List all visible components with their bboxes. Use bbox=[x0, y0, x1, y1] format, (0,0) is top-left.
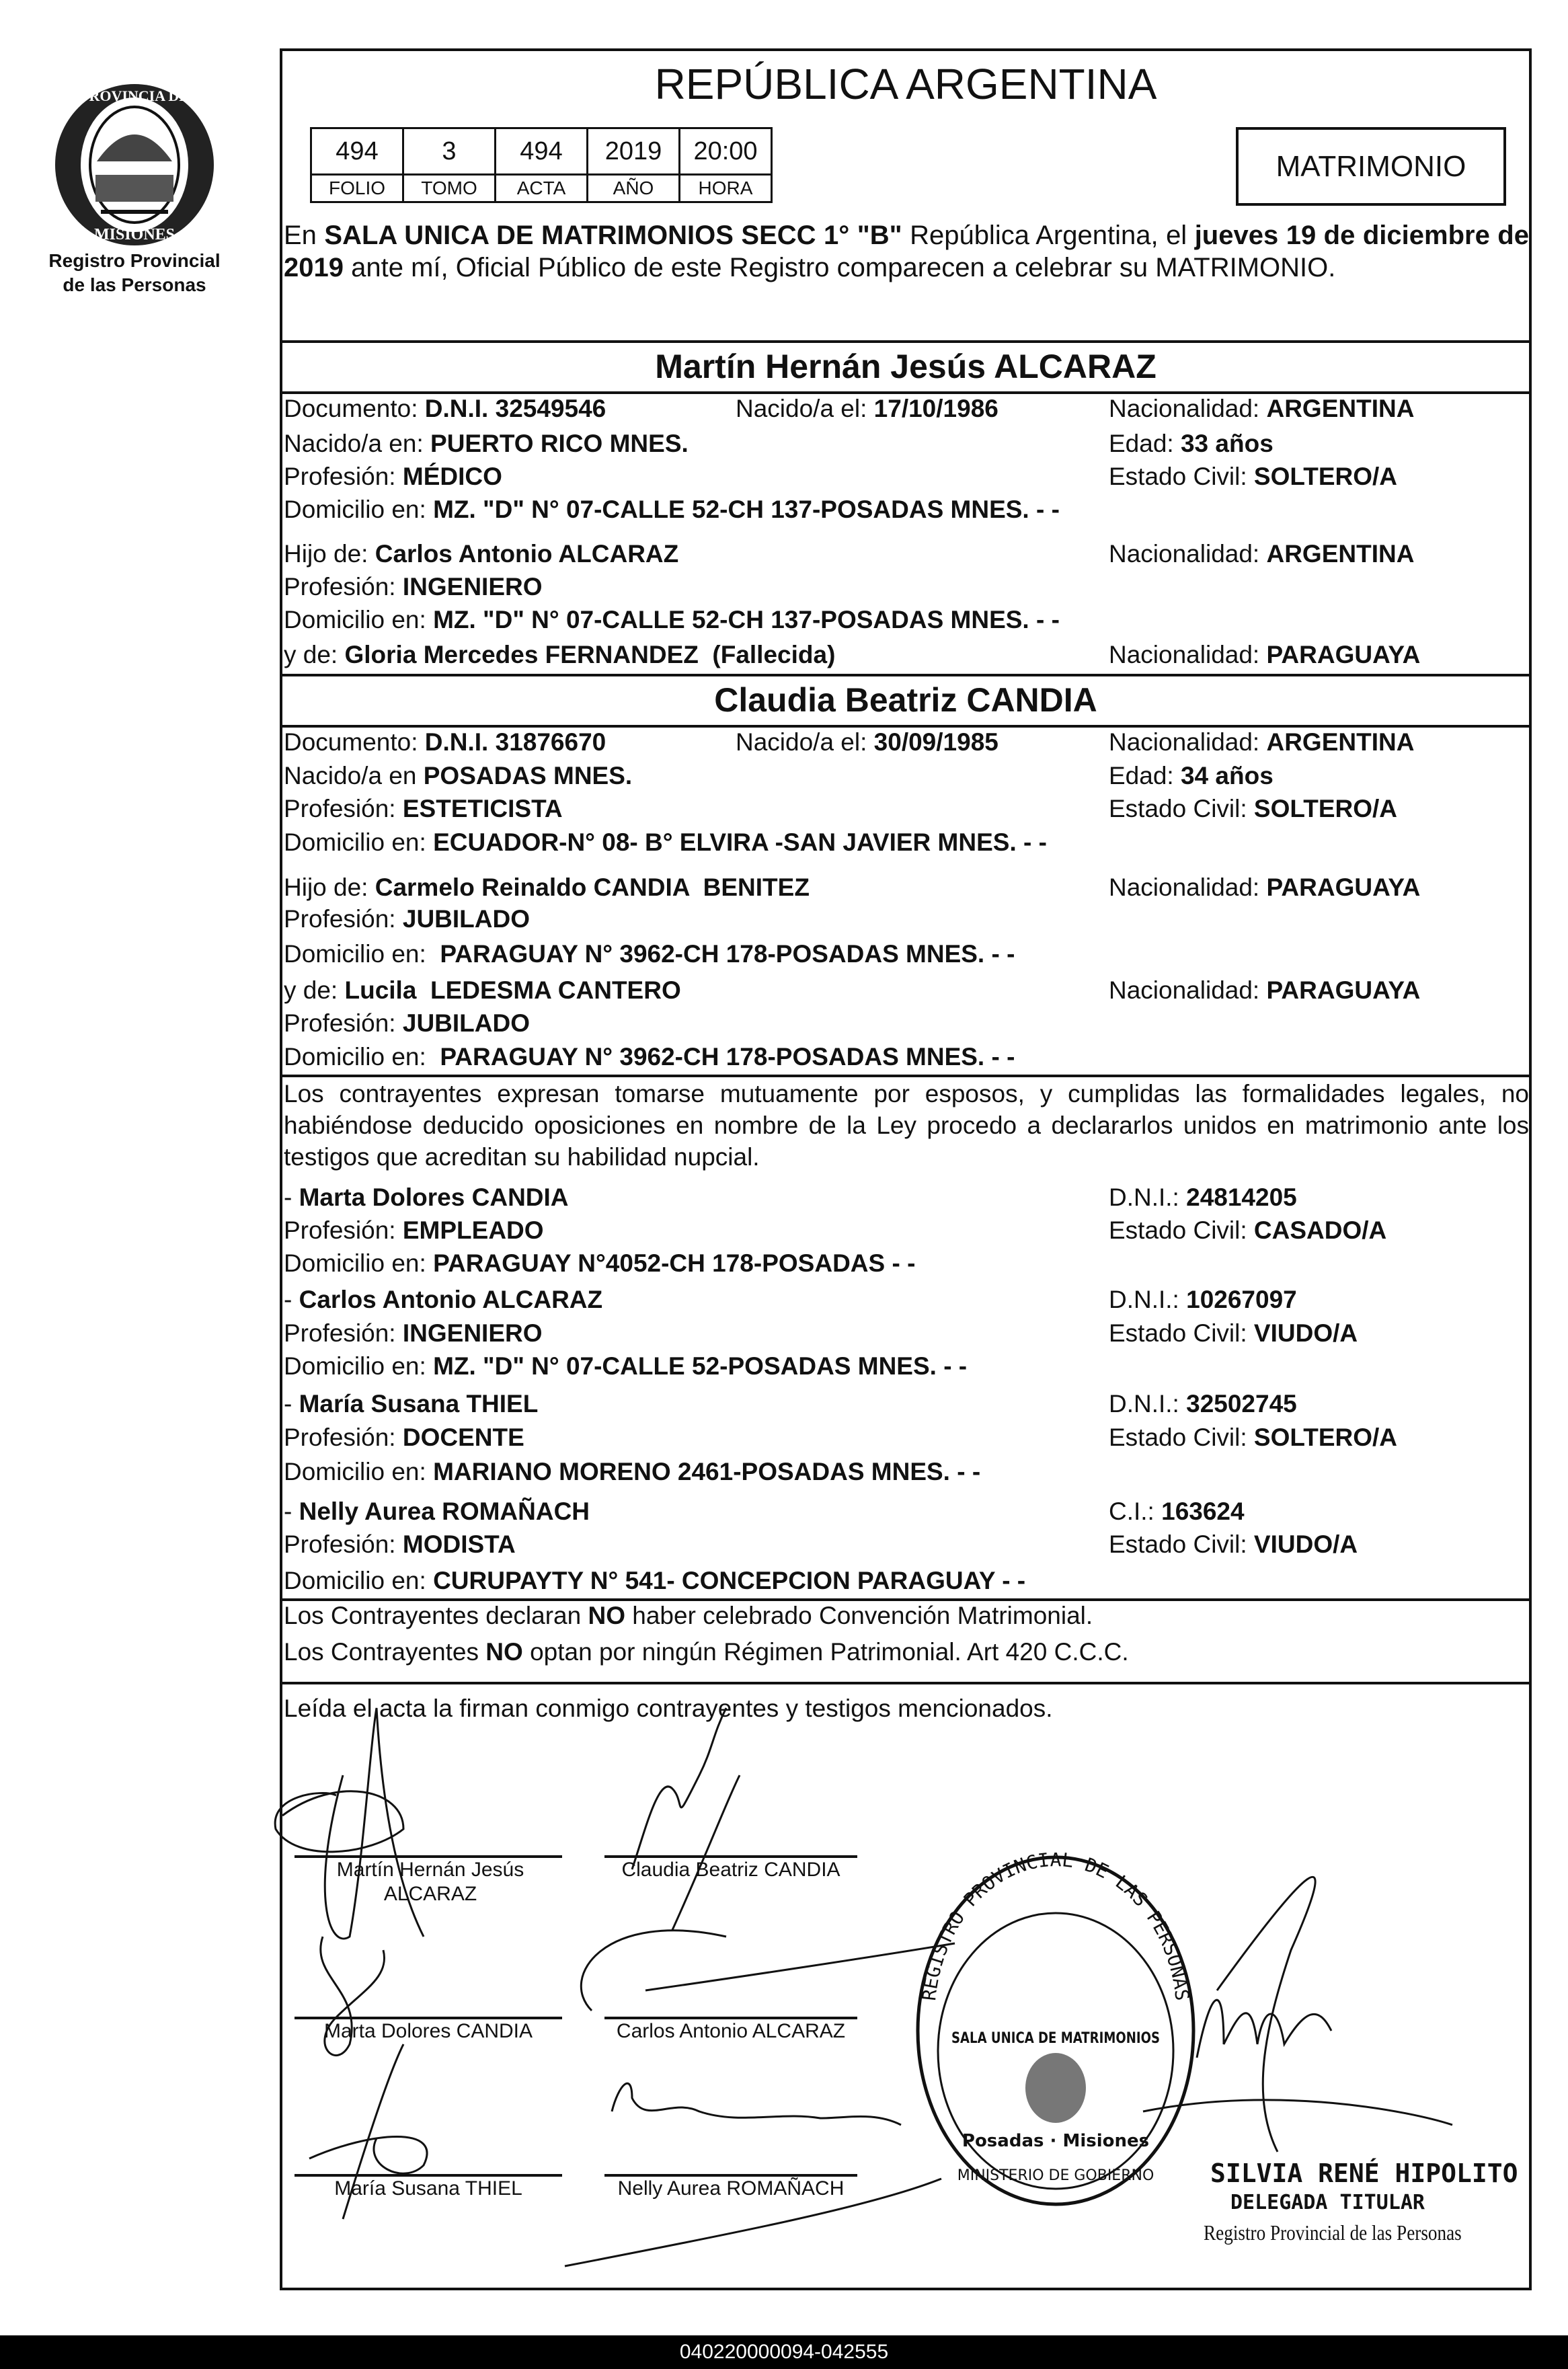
field-value: MZ. "D" N° 07-CALLE 52-CH 137-POSADAS MNES. - - bbox=[433, 606, 1060, 633]
act-type-box: MATRIMONIO bbox=[1236, 127, 1506, 206]
field-label: Profesión: bbox=[284, 573, 403, 600]
witnesses-field bbox=[284, 1351, 967, 1382]
field-value: PARAGUAY N°4052-CH 178-POSADAS - - bbox=[433, 1249, 916, 1277]
field-label: Estado Civil: bbox=[1109, 1424, 1254, 1451]
field-label: Edad: bbox=[1109, 430, 1181, 457]
signature-caption-groom: Martín Hernán Jesús ALCARAZ bbox=[336, 1859, 524, 1905]
field-label: Nacionalidad: bbox=[1109, 540, 1267, 568]
witnesses-field bbox=[284, 1215, 544, 1246]
field-value: INGENIERO bbox=[402, 1319, 543, 1347]
field-value: PARAGUAY N° 3962-CH 178-POSADAS MNES. - - bbox=[440, 1043, 1015, 1071]
field-label: Nacionalidad: bbox=[1109, 976, 1267, 1004]
field-label: Profesión: bbox=[284, 1216, 403, 1244]
field-value: VIUDO/A bbox=[1253, 1319, 1358, 1347]
signature-caption-witness1: Marta Dolores CANDIA bbox=[323, 2020, 533, 2042]
field-label: Documento: bbox=[284, 728, 425, 756]
bride-field bbox=[1109, 975, 1420, 1006]
field-value: 33 años bbox=[1180, 430, 1273, 457]
bride-field bbox=[1109, 793, 1397, 824]
groom-field bbox=[284, 539, 678, 570]
bride-field bbox=[1109, 761, 1273, 791]
field-label: Domicilio en: bbox=[284, 828, 434, 856]
divider bbox=[280, 1682, 1532, 1684]
field-value: MÉDICO bbox=[402, 463, 502, 490]
groom-field bbox=[284, 494, 1060, 525]
field-label: Los Contrayentes declaran bbox=[284, 1602, 588, 1629]
field-value: ARGENTINA bbox=[1266, 395, 1415, 422]
field-label: Nacido/a el: bbox=[736, 728, 874, 756]
field-label: Domicilio en: bbox=[284, 606, 434, 633]
field-value: CURUPAYTY N° 541- CONCEPCION PARAGUAY - - bbox=[433, 1567, 1026, 1594]
witnesses-field bbox=[1109, 1318, 1358, 1349]
field-value: SOLTERO/A bbox=[1253, 1424, 1398, 1451]
field-value: Nelly Aurea ROMAÑACH bbox=[299, 1498, 590, 1525]
field-value: PARAGUAYA bbox=[1266, 976, 1421, 1004]
field-label: D.N.I.: bbox=[1109, 1286, 1187, 1313]
bride-field bbox=[284, 1008, 530, 1039]
registry-key-hora: HORA bbox=[680, 175, 772, 202]
bride-field bbox=[284, 904, 530, 935]
field-value: PARAGUAYA bbox=[1266, 873, 1421, 901]
field-label: Nacionalidad: bbox=[1109, 395, 1267, 422]
field-label: Hijo de: bbox=[284, 540, 375, 568]
field-label: Profesión: bbox=[284, 1530, 403, 1558]
field-label: Nacido/a en: bbox=[284, 430, 431, 457]
field-label: y de: bbox=[284, 976, 345, 1004]
field-value: CASADO/A bbox=[1253, 1216, 1387, 1244]
witnesses-field bbox=[284, 1389, 538, 1420]
registry-key-tomo: TOMO bbox=[403, 175, 496, 202]
registry-value-folio: 494 bbox=[311, 128, 403, 175]
field-label: Domicilio en: bbox=[284, 940, 440, 968]
bride-field bbox=[284, 872, 810, 903]
field-label: Profesión: bbox=[284, 1424, 403, 1451]
field-value: 163624 bbox=[1161, 1498, 1245, 1525]
groom-field bbox=[284, 393, 606, 424]
field-value: MZ. "D" N° 07-CALLE 52-POSADAS MNES. - - bbox=[433, 1352, 968, 1380]
signature-caption-bride: Claudia Beatriz CANDIA bbox=[621, 1859, 840, 1881]
witnesses-field bbox=[1109, 1284, 1297, 1315]
field-label: Domicilio en: bbox=[284, 1043, 440, 1071]
field-value: MARIANO MORENO 2461-POSADAS MNES. - - bbox=[433, 1458, 981, 1485]
witnesses-field bbox=[284, 1565, 1025, 1596]
bride-field bbox=[284, 793, 563, 824]
field-label: Profesión: bbox=[284, 463, 403, 490]
stamp-inner-text: SALA UNICA DE MATRIMONIOS bbox=[951, 2030, 1160, 2047]
field-label: - bbox=[284, 1390, 299, 1417]
field-value: 24814205 bbox=[1186, 1183, 1297, 1211]
field-label: - bbox=[284, 1183, 299, 1211]
field-value: SOLTERO/A bbox=[1253, 463, 1398, 490]
regime-field bbox=[284, 1600, 1093, 1631]
intro-paragraph bbox=[284, 219, 1529, 284]
field-value: MODISTA bbox=[402, 1530, 516, 1558]
divider bbox=[280, 340, 1532, 343]
signature-caption-witness2: Carlos Antonio ALCARAZ bbox=[616, 2020, 846, 2042]
groom-field bbox=[284, 461, 502, 492]
bride-field bbox=[736, 727, 998, 758]
field-label: Edad: bbox=[1109, 762, 1181, 789]
field-value: 17/10/1986 bbox=[873, 395, 998, 422]
witnesses-field bbox=[1109, 1496, 1245, 1527]
field-value: Marta Dolores CANDIA bbox=[299, 1183, 569, 1211]
field-value: DOCENTE bbox=[402, 1424, 524, 1451]
groom-field bbox=[284, 428, 689, 459]
field-value: EMPLEADO bbox=[402, 1216, 544, 1244]
stamp-ministry-text: MINISTERIO DE GOBIERNO bbox=[957, 2167, 1154, 2184]
intro-segment: jueves 19 de diciembre de 2019 bbox=[284, 221, 1529, 282]
witnesses-field bbox=[284, 1248, 915, 1279]
official-name: SILVIA RENÉ HIPOLITO bbox=[1210, 2159, 1518, 2188]
groom-field bbox=[1109, 461, 1397, 492]
field-value: INGENIERO bbox=[402, 573, 543, 600]
field-value: PUERTO RICO MNES. bbox=[430, 430, 689, 457]
field-value: 34 años bbox=[1180, 762, 1273, 789]
field-label: Profesión: bbox=[284, 1319, 403, 1347]
field-label: Domicilio en: bbox=[284, 1458, 434, 1485]
groom-field bbox=[284, 639, 835, 670]
field-label: Documento: bbox=[284, 395, 425, 422]
groom-name: Martín Hernán Jesús ALCARAZ bbox=[655, 348, 1157, 385]
field-label: Hijo de: bbox=[284, 873, 375, 901]
registry-value-año: 2019 bbox=[588, 128, 680, 175]
field-label: Domicilio en: bbox=[284, 1352, 434, 1380]
closing-statement: Leída el acta la firman conmigo contrayentes y testigos mencionados. bbox=[284, 1695, 1053, 1722]
intro-segment: SALA UNICA DE MATRIMONIOS SECC 1° "B" bbox=[324, 221, 902, 250]
document-code-bar: 040220000094-042555 bbox=[0, 2335, 1568, 2369]
registry-key-acta: ACTA bbox=[496, 175, 588, 202]
field-value: PARAGUAYA bbox=[1266, 641, 1421, 668]
country-title: REPÚBLICA ARGENTINA bbox=[654, 60, 1157, 108]
field-value: 32502745 bbox=[1186, 1390, 1297, 1417]
divider bbox=[280, 1075, 1532, 1077]
field-label: Domicilio en: bbox=[284, 496, 434, 523]
bride-field bbox=[284, 827, 1047, 858]
field-label: Estado Civil: bbox=[1109, 1530, 1254, 1558]
field-value: ARGENTINA bbox=[1266, 540, 1415, 568]
witnesses-field bbox=[1109, 1182, 1297, 1213]
field-value: NO bbox=[485, 1638, 523, 1666]
official-office: Registro Provincial de las Personas bbox=[1204, 2220, 1462, 2245]
field-rest: haber celebrado Convención Matrimonial. bbox=[625, 1602, 1093, 1629]
registry-value-acta: 494 bbox=[496, 128, 588, 175]
groom-field bbox=[284, 605, 1060, 635]
bride-field bbox=[284, 761, 632, 791]
field-value: D.N.I. 31876670 bbox=[424, 728, 606, 756]
field-label: C.I.: bbox=[1109, 1498, 1162, 1525]
witnesses-field bbox=[1109, 1529, 1358, 1560]
field-value: PARAGUAY N° 3962-CH 178-POSADAS MNES. - - bbox=[440, 940, 1015, 968]
field-label: y de: bbox=[284, 641, 345, 668]
signature-caption-witness3: María Susana THIEL bbox=[334, 2177, 522, 2200]
field-label: Estado Civil: bbox=[1109, 795, 1254, 822]
field-label: Domicilio en: bbox=[284, 1567, 434, 1594]
bride-field bbox=[284, 939, 1015, 970]
field-label: Nacido/a en bbox=[284, 762, 424, 789]
field-value: D.N.I. 32549546 bbox=[424, 395, 606, 422]
registry-value-tomo: 3 bbox=[403, 128, 496, 175]
field-value: Carlos Antonio ALCARAZ bbox=[375, 540, 679, 568]
field-label: Profesión: bbox=[284, 1009, 403, 1037]
stamp-city-text: Posadas · Misiones bbox=[962, 2131, 1150, 2151]
field-value: VIUDO/A bbox=[1253, 1530, 1358, 1558]
field-label: Domicilio en: bbox=[284, 1249, 434, 1277]
field-label: Profesión: bbox=[284, 795, 403, 822]
witnesses-field bbox=[284, 1457, 980, 1487]
field-value: ARGENTINA bbox=[1266, 728, 1415, 756]
field-value: MZ. "D" N° 07-CALLE 52-CH 137-POSADAS MNES. - - bbox=[433, 496, 1060, 523]
logo-caption-line2: de las Personas bbox=[63, 274, 206, 295]
witnesses-field bbox=[284, 1182, 569, 1213]
bride-field bbox=[284, 727, 606, 758]
field-label: D.N.I.: bbox=[1109, 1390, 1187, 1417]
field-value: ESTETICISTA bbox=[402, 795, 563, 822]
witnesses-field bbox=[1109, 1422, 1397, 1453]
stamp-outer-text: REGISTRO PROVINCIAL DE LAS PERSONAS bbox=[918, 1849, 1193, 2002]
registry-key-folio: FOLIO bbox=[311, 175, 403, 202]
registry-table bbox=[310, 127, 773, 203]
field-value: JUBILADO bbox=[402, 1009, 530, 1037]
field-value: POSADAS MNES. bbox=[423, 762, 633, 789]
official-role: DELEGADA TITULAR bbox=[1230, 2191, 1425, 2214]
groom-field bbox=[736, 393, 998, 424]
bride-field bbox=[284, 975, 681, 1006]
witnesses-field bbox=[284, 1422, 524, 1453]
signature-caption-witness4: Nelly Aurea ROMAÑACH bbox=[617, 2177, 845, 2200]
witnesses-field bbox=[284, 1318, 543, 1349]
field-value: ECUADOR-N° 08- B° ELVIRA -SAN JAVIER MNES. - - bbox=[433, 828, 1047, 856]
divider bbox=[280, 674, 1532, 676]
field-label: D.N.I.: bbox=[1109, 1183, 1187, 1211]
groom-field bbox=[284, 572, 543, 603]
intro-segment: República Argentina, el bbox=[902, 221, 1195, 250]
intro-segment: En bbox=[284, 221, 325, 250]
field-label: Profesión: bbox=[284, 905, 403, 933]
witnesses-field bbox=[284, 1496, 590, 1527]
bride-name: Claudia Beatriz CANDIA bbox=[714, 681, 1097, 719]
field-label: Estado Civil: bbox=[1109, 463, 1254, 490]
regime-field bbox=[284, 1637, 1129, 1668]
field-label: - bbox=[284, 1286, 299, 1313]
registry-value-hora: 20:00 bbox=[680, 128, 772, 175]
registry-key-año: AÑO bbox=[588, 175, 680, 202]
field-value: Lucila LEDESMA CANTERO bbox=[344, 976, 681, 1004]
field-value: 30/09/1985 bbox=[873, 728, 998, 756]
declaration-paragraph: Los contrayentes expresan tomarse mutuamente por esposos, y cumplidas las formalidades legales, no habiéndose deducido oposiciones en nombre de la Ley procedo a declararlos unidos en matrimonio ante los testigos que acreditan su habilidad nupcial. bbox=[284, 1080, 1529, 1171]
groom-field bbox=[1109, 428, 1273, 459]
groom-field bbox=[1109, 393, 1414, 424]
field-value: Carlos Antonio ALCARAZ bbox=[299, 1286, 603, 1313]
logo-caption bbox=[27, 249, 242, 297]
witnesses-field bbox=[1109, 1215, 1386, 1246]
field-label: Estado Civil: bbox=[1109, 1216, 1254, 1244]
misiones-seal-logo bbox=[40, 81, 229, 249]
field-label: Estado Civil: bbox=[1109, 1319, 1254, 1347]
logo-caption-line1: Registro Provincial bbox=[48, 250, 221, 271]
field-value: NO bbox=[588, 1602, 625, 1629]
seal-top-text: PROVINCIA DE bbox=[80, 87, 189, 104]
bride-field bbox=[1109, 727, 1414, 758]
field-label: Nacionalidad: bbox=[1109, 641, 1267, 668]
witnesses-field bbox=[284, 1284, 602, 1315]
seal-bottom-text: MISIONES bbox=[93, 226, 175, 243]
field-label: Nacionalidad: bbox=[1109, 728, 1267, 756]
field-label: Nacionalidad: bbox=[1109, 873, 1267, 901]
field-value: 10267097 bbox=[1186, 1286, 1297, 1313]
field-label: Los Contrayentes bbox=[284, 1638, 486, 1666]
intro-segment: ante mí, Oficial Público de este Registro comparecen a celebrar su MATRIMONIO. bbox=[343, 253, 1336, 282]
witnesses-field bbox=[1109, 1389, 1297, 1420]
field-value: JUBILADO bbox=[402, 905, 530, 933]
field-value: Gloria Mercedes FERNANDEZ (Fallecida) bbox=[344, 641, 836, 668]
field-label: - bbox=[284, 1498, 299, 1525]
field-rest: optan por ningún Régimen Patrimonial. Art 420 C.C.C. bbox=[522, 1638, 1129, 1666]
field-value: Carmelo Reinaldo CANDIA BENITEZ bbox=[375, 873, 810, 901]
bride-field bbox=[284, 1042, 1015, 1073]
field-value: SOLTERO/A bbox=[1253, 795, 1398, 822]
witnesses-field bbox=[284, 1529, 516, 1560]
groom-field bbox=[1109, 639, 1420, 670]
bride-field bbox=[1109, 872, 1420, 903]
field-label: Nacido/a el: bbox=[736, 395, 874, 422]
field-value: María Susana THIEL bbox=[299, 1390, 539, 1417]
groom-field bbox=[1109, 539, 1414, 570]
